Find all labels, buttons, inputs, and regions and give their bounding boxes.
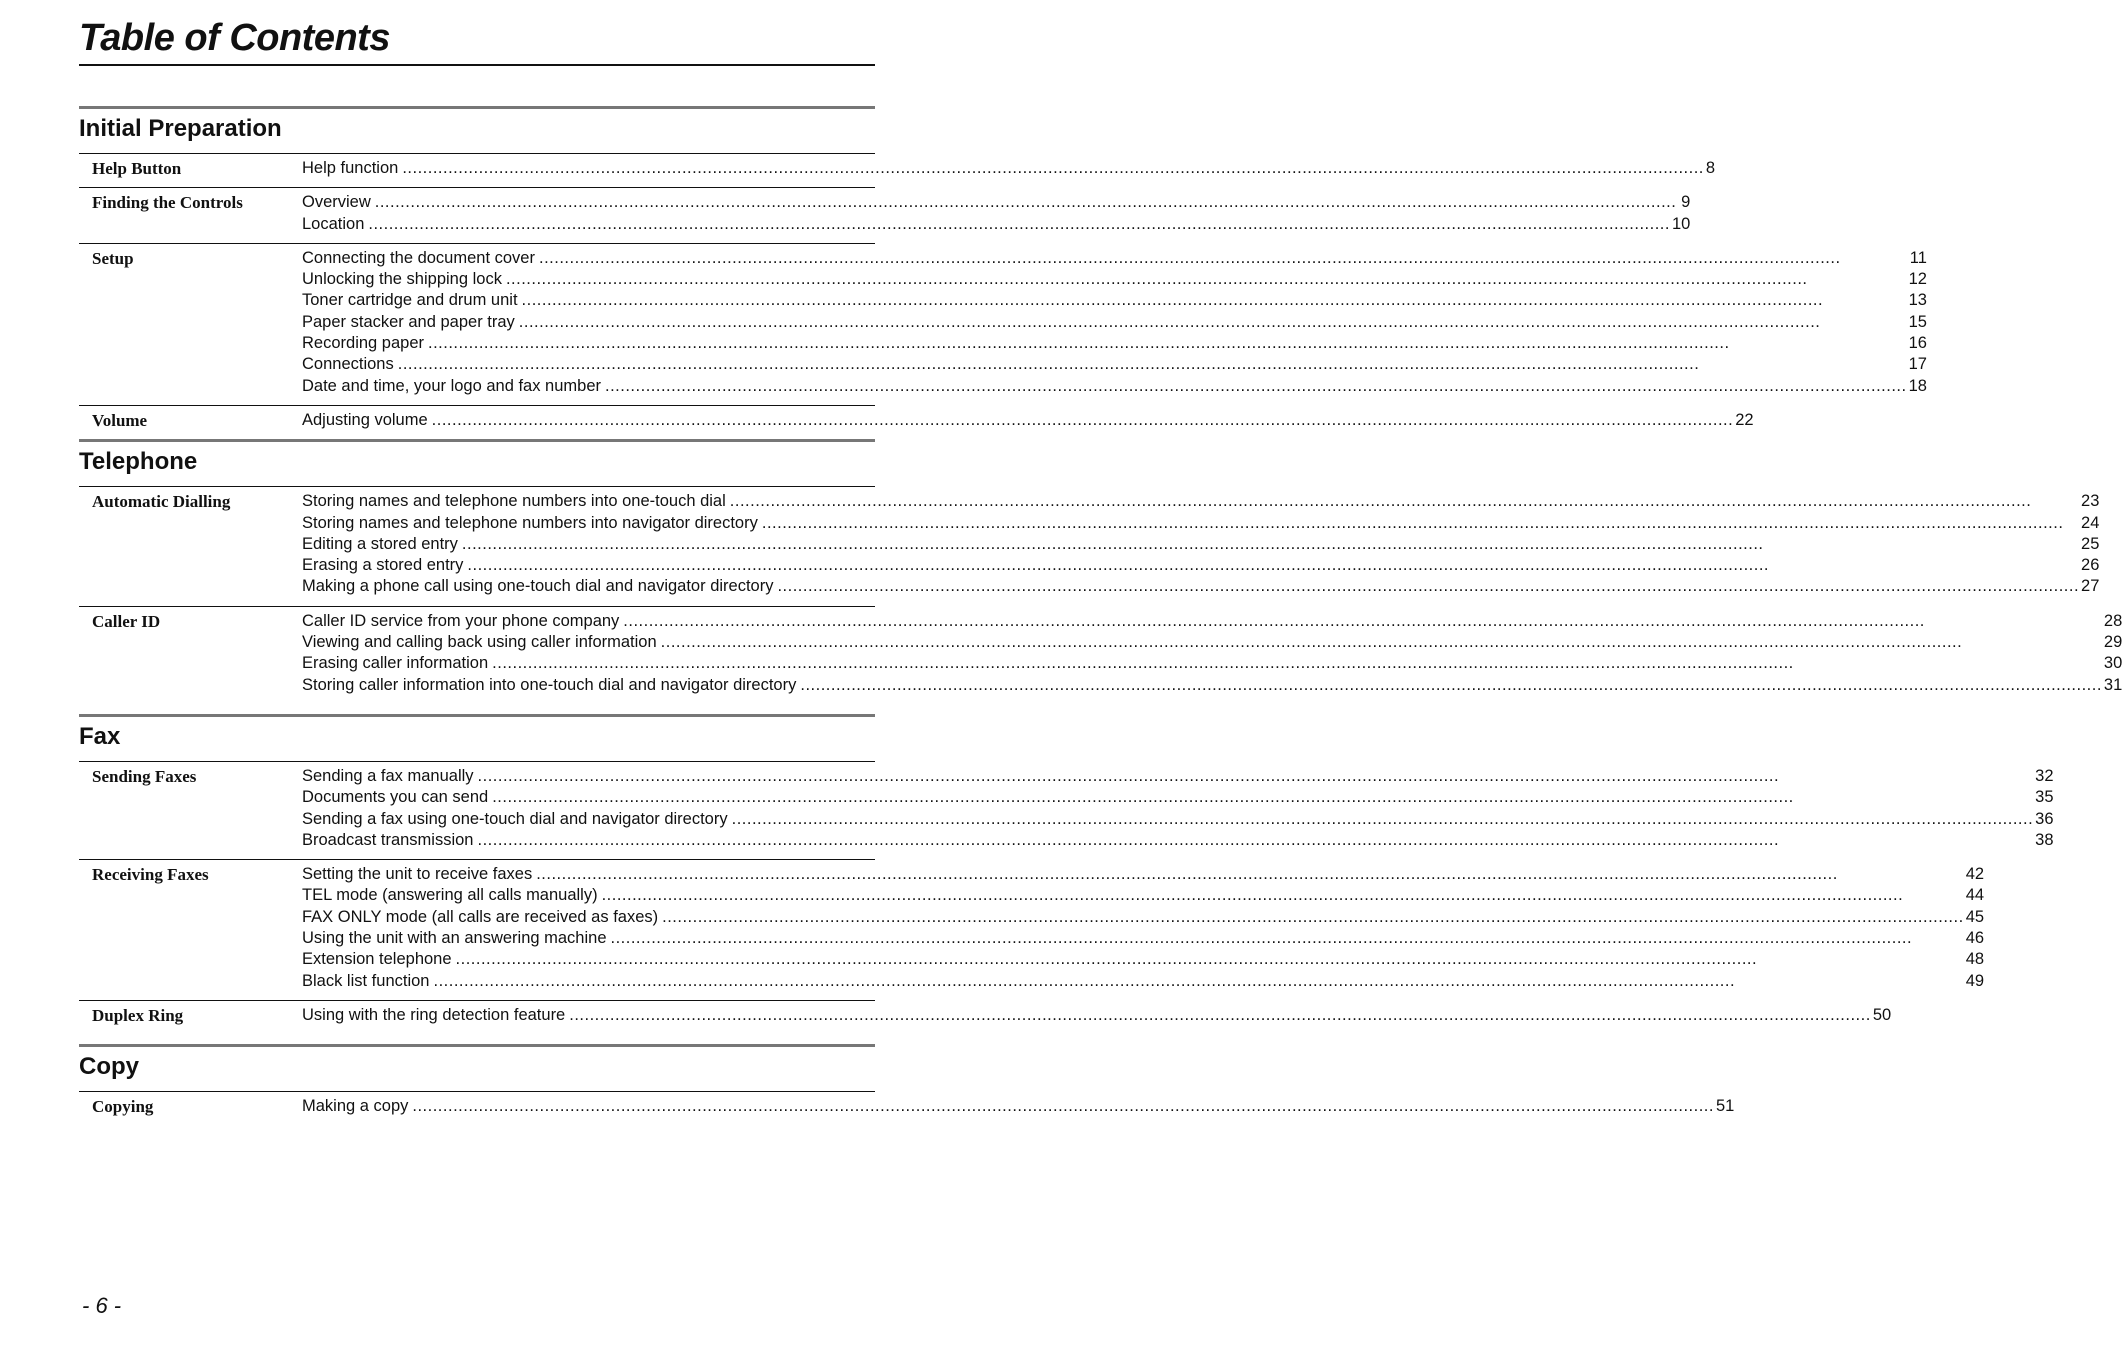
entry-page-number: 23: [2081, 492, 2100, 511]
entry-list: [302, 611, 2126, 696]
entry-page-number: 17: [1908, 355, 1927, 374]
toc-entry[interactable]: [302, 312, 1927, 333]
toc-entry[interactable]: [302, 410, 1754, 431]
dot-leader: [456, 949, 1964, 970]
entry-list: [302, 248, 1931, 397]
group-label: Caller ID: [92, 611, 161, 631]
toc-entry[interactable]: [302, 766, 2054, 787]
group-label: Duplex Ring: [92, 1005, 184, 1025]
section-heading: Telephone: [79, 439, 875, 486]
entry-title: FAX ONLY mode (all calls are received as faxes): [302, 907, 659, 926]
toc-entry[interactable]: [302, 214, 1690, 235]
dot-leader: [478, 830, 2034, 851]
toc-entry[interactable]: [302, 907, 1984, 928]
entry-page-number: 15: [1908, 312, 1927, 331]
entry-list: [302, 158, 1719, 179]
spacer: [79, 66, 875, 106]
toc-group: [79, 859, 1985, 1000]
group-label: Copying: [92, 1097, 154, 1117]
entry-title: Adjusting volume: [302, 410, 428, 429]
entry-title: Broadcast transmission: [302, 830, 474, 849]
entry-page-number: 48: [1965, 950, 1985, 969]
group-label: Sending Faxes: [92, 766, 197, 786]
entry-page-number: 27: [2081, 577, 2100, 596]
entry-title: Black list function: [302, 971, 430, 990]
section-heading: Fax: [79, 714, 875, 761]
group-label: Automatic Dialling: [92, 492, 231, 512]
entry-page-number: 38: [2035, 830, 2054, 849]
toc-section: [79, 439, 2123, 714]
dot-leader: [522, 290, 1907, 311]
entry-page-number: 18: [1908, 376, 1927, 395]
entry-page-number: 30: [2103, 654, 2123, 673]
group-label: Volume: [92, 410, 148, 430]
toc-entry[interactable]: [302, 809, 2054, 830]
entry-title: Overview: [302, 193, 371, 212]
dot-leader: [662, 907, 1964, 928]
entry-page-number: 32: [2035, 766, 2054, 785]
toc-entry[interactable]: [302, 158, 1715, 179]
dot-leader: [762, 513, 2079, 534]
entry-title: Recording paper: [302, 334, 424, 353]
entry-list: [302, 192, 1694, 235]
dot-leader: [462, 534, 2079, 555]
entry-page-number: 35: [2035, 788, 2054, 807]
toc-entry[interactable]: [302, 1096, 1734, 1117]
dot-leader: [506, 269, 1907, 290]
entry-title: Connecting the document cover: [302, 248, 535, 267]
entry-title: Date and time, your logo and fax number: [302, 376, 602, 395]
dot-leader: [375, 192, 1679, 213]
entry-page-number: 13: [1908, 291, 1927, 310]
entry-title: Editing a stored entry: [302, 534, 458, 553]
toc-entry[interactable]: [302, 675, 2122, 696]
toc-entry[interactable]: [302, 949, 1984, 970]
entry-title: Storing caller information into one-touch dial and navigator directory: [302, 675, 797, 694]
entry-title: TEL mode (answering all calls manually): [302, 886, 598, 905]
toc-group: [79, 153, 1716, 187]
group-label: Finding the Controls: [92, 193, 243, 213]
entry-page-number: 46: [1965, 929, 1985, 948]
entry-page-number: 26: [2081, 556, 2100, 575]
page-number: - 6 -: [82, 1293, 122, 1318]
toc-entry[interactable]: [302, 653, 2122, 674]
entry-page-number: 49: [1965, 971, 1985, 990]
toc-group: [79, 1000, 1892, 1034]
page-title: Table of Contents: [79, 18, 875, 66]
toc-entry[interactable]: [302, 269, 1927, 290]
toc-entry[interactable]: [302, 576, 2099, 597]
entry-title: Connections: [302, 355, 394, 374]
section-heading: Initial Preparation: [79, 106, 875, 153]
entry-title: Storing names and telephone numbers into one-touch dial: [302, 492, 726, 511]
entry-list: [302, 766, 2058, 851]
toc-entry[interactable]: [302, 971, 1984, 992]
entry-page-number: 51: [1715, 1097, 1735, 1116]
section-gap: [79, 704, 875, 714]
toc-entry[interactable]: [302, 928, 1984, 949]
toc-entry[interactable]: [302, 248, 1927, 269]
entry-page-number: 36: [2035, 809, 2054, 828]
toc-group: [79, 761, 2054, 859]
entry-page-number: 10: [1671, 214, 1691, 233]
toc-entry[interactable]: [302, 192, 1690, 213]
toc-entry[interactable]: [302, 632, 2122, 653]
dot-leader: [398, 354, 1907, 375]
entry-title: Caller ID service from your phone company: [302, 611, 620, 630]
entry-title: Setting the unit to receive faxes: [302, 865, 533, 884]
toc-entry[interactable]: [302, 534, 2099, 555]
entry-list: [302, 864, 1988, 992]
dot-leader: [492, 653, 2102, 674]
toc-group: [79, 606, 2123, 704]
toc-group: [79, 243, 1927, 405]
dot-leader: [478, 766, 2034, 787]
dot-leader: [402, 158, 1704, 179]
dot-leader: [661, 632, 2102, 653]
section-heading: Copy: [79, 1044, 875, 1091]
entry-list: [302, 410, 1758, 431]
group-label: Help Button: [92, 159, 182, 178]
entry-title: Using the unit with an answering machine: [302, 929, 607, 948]
entry-title: Location: [302, 214, 365, 233]
entry-page-number: 44: [1965, 886, 1985, 905]
entry-title: Sending a fax using one-touch dial and navigator directory: [302, 809, 728, 828]
toc-body: [79, 106, 2123, 1126]
toc-entry[interactable]: [302, 885, 1984, 906]
toc-section: [79, 714, 2054, 1044]
dot-leader: [623, 611, 2102, 632]
dot-leader: [536, 864, 1963, 885]
toc-entry[interactable]: [302, 1005, 1891, 1026]
entry-page-number: 8: [1705, 159, 1716, 177]
toc-group: [79, 187, 1691, 243]
toc-group: [79, 486, 2100, 605]
entry-page-number: 45: [1965, 907, 1985, 926]
entry-title: Extension telephone: [302, 950, 452, 969]
entry-page-number: 11: [1909, 248, 1927, 267]
dot-leader: [732, 809, 2034, 830]
entry-title: Making a phone call using one-touch dial and navigator directory: [302, 577, 774, 596]
entry-title: Paper stacker and paper tray: [302, 312, 515, 331]
entry-page-number: 42: [1965, 865, 1985, 884]
dot-leader: [428, 333, 1907, 354]
toc-entry[interactable]: [302, 290, 1927, 311]
entry-title: Erasing a stored entry: [302, 556, 464, 575]
entry-title: Erasing caller information: [302, 654, 489, 673]
entry-title: Unlocking the shipping lock: [302, 270, 502, 289]
dot-leader: [730, 491, 2079, 512]
dot-leader: [433, 971, 1963, 992]
dot-leader: [519, 312, 1907, 333]
entry-title: Using with the ring detection feature: [302, 1005, 566, 1024]
entry-page-number: 25: [2081, 534, 2100, 553]
dot-leader: [432, 410, 1734, 431]
toc-entry[interactable]: [302, 376, 1927, 397]
entry-page-number: 24: [2081, 513, 2100, 532]
toc-section: [79, 106, 1927, 439]
entry-title: Sending a fax manually: [302, 766, 474, 785]
entry-page-number: 9: [1681, 193, 1691, 212]
entry-page-number: 12: [1908, 270, 1927, 289]
dot-leader: [569, 1005, 1871, 1026]
toc-section: [79, 1044, 1735, 1125]
entry-title: Documents you can send: [302, 788, 489, 807]
entry-page-number: 50: [1872, 1005, 1892, 1024]
toc-entry[interactable]: [302, 491, 2099, 512]
section-gap: [79, 1034, 875, 1044]
entry-title: Toner cartridge and drum unit: [302, 291, 518, 310]
dot-leader: [602, 885, 1964, 906]
toc-group: [79, 1091, 1735, 1125]
toc-entry[interactable]: [302, 354, 1927, 375]
dot-leader: [539, 248, 1908, 269]
entry-page-number: 16: [1908, 334, 1927, 353]
entry-page-number: 28: [2103, 611, 2123, 630]
entry-page-number: 31: [2103, 675, 2123, 694]
entry-title: Storing names and telephone numbers into navigator directory: [302, 513, 758, 532]
toc-entry[interactable]: [302, 864, 1984, 885]
dot-leader: [492, 787, 2033, 808]
group-label: Setup: [92, 248, 134, 268]
toc-entry[interactable]: [302, 333, 1927, 354]
toc-entry[interactable]: [302, 787, 2054, 808]
toc-group: [79, 405, 1754, 439]
toc-entry[interactable]: [302, 555, 2099, 576]
dot-leader: [800, 675, 2102, 696]
toc-entry[interactable]: [302, 513, 2099, 534]
dot-leader: [777, 576, 2079, 597]
toc-entry[interactable]: [302, 611, 2122, 632]
dot-leader: [605, 376, 1907, 397]
entry-list: [302, 491, 2103, 597]
entry-title: Help function: [302, 159, 399, 177]
dot-leader: [368, 214, 1670, 235]
entry-page-number: 29: [2103, 633, 2123, 652]
toc-entry[interactable]: [302, 830, 2054, 851]
entry-list: [302, 1096, 1738, 1117]
toc-page: [79, 0, 2123, 1126]
group-label: Receiving Faxes: [92, 865, 209, 885]
entry-list: [302, 1005, 1895, 1026]
dot-leader: [467, 555, 2079, 576]
dot-leader: [412, 1096, 1714, 1117]
entry-page-number: 22: [1735, 410, 1754, 429]
dot-leader: [611, 928, 1964, 949]
entry-title: Making a copy: [302, 1097, 409, 1116]
entry-title: Viewing and calling back using caller information: [302, 633, 657, 652]
